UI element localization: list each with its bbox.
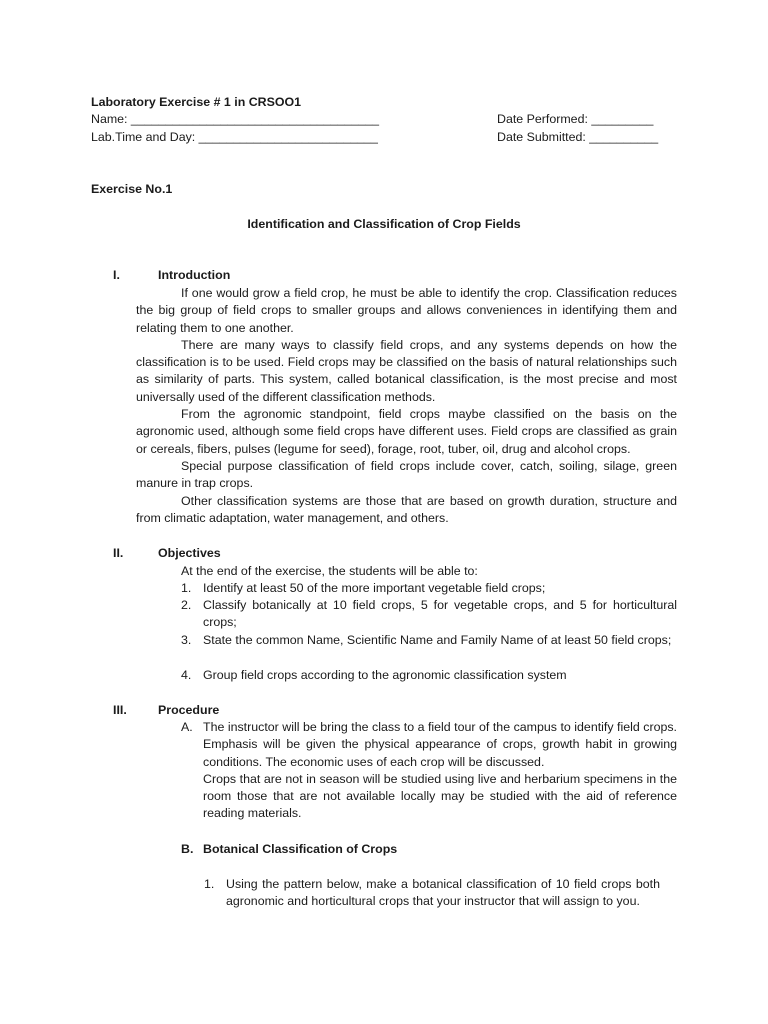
- section-numeral-objectives: II.: [113, 546, 124, 560]
- procedure-a-text: The instructor will be bring the class to a field tour of the campus to identify field crops. Emphasis will be given the physical appearance of crops, growth habit in growing conditions. The economic uses of each crop will be discussed.: [203, 720, 677, 769]
- date-submitted-label: Date Submitted: __________: [497, 130, 659, 144]
- list-number: 4.: [181, 668, 192, 682]
- lab-exercise-title: Laboratory Exercise # 1 in CRSOO1: [91, 95, 302, 109]
- procedure-item-a: [181, 719, 677, 823]
- objectives-lead: At the end of the exercise, the students will be able to:: [181, 564, 478, 578]
- list-number: 2.: [181, 598, 192, 612]
- intro-paragraph: From the agronomic standpoint, field crops maybe classified on the basis on the agronomic used, although some field crops have different uses. Field crops are classified as grain or cereals, fibers, pulses (legume for seed), forage, root, tuber, oil, drug and alcohol crops.: [136, 407, 677, 456]
- list-number: 1.: [204, 877, 215, 891]
- section-heading-procedure: Procedure: [158, 703, 220, 717]
- document-title: Identification and Classification of Crop Fields: [247, 217, 521, 231]
- section-heading-objectives: Objectives: [158, 546, 221, 560]
- intro-body: [136, 285, 677, 527]
- procedure-a-text-continued: Crops that are not in season will be studied using live and herbarium specimens in the room those that are not available locally may be studied with the aid of reference reading materials.: [203, 771, 677, 821]
- lab-time-field-label: Lab.Time and Day: __________________________: [91, 130, 378, 144]
- list-number: 1.: [181, 581, 192, 595]
- list-text: Classify botanically at 10 field crops, 5 for vegetable crops, and 5 for horticultural crops;: [203, 598, 677, 630]
- objective-item: [181, 597, 677, 632]
- list-text: Identify at least 50 of the more important vegetable field crops;: [203, 581, 546, 595]
- intro-paragraph: Other classification systems are those that are based on growth duration, structure and from climatic adaptation, water management, and others.: [136, 493, 677, 525]
- intro-paragraph: Special purpose classification of field crops include cover, catch, soiling, silage, green manure in trap crops.: [136, 458, 677, 491]
- date-performed-label: Date Performed: _________: [497, 112, 654, 126]
- section-heading-intro: Introduction: [158, 268, 231, 282]
- procedure-b-item: [204, 876, 660, 911]
- list-number: 3.: [181, 633, 192, 647]
- section-numeral-intro: I.: [113, 268, 120, 282]
- name-field-label: Name: ____________________________________: [91, 112, 380, 126]
- objective-item: [181, 580, 677, 597]
- objective-item: [181, 667, 677, 684]
- list-letter: B.: [181, 842, 194, 856]
- intro-paragraph: There are many ways to classify field crops, and any systems depends on how the classification is to be used. Field crops may be classified on the basis of natural relationships such as similarity of parts. This system, called botanical classification, is the most precise and most universally used of the different classification methods.: [136, 337, 677, 404]
- list-text: Using the pattern below, make a botanical classification of 10 field crops both agronomic and horticultural crops that your instructor that will assign to you.: [226, 877, 660, 909]
- intro-paragraph: If one would grow a field crop, he must be able to identify the crop. Classification reduces the big group of field crops to smaller groups and allows conveniences in identifying them and relating them to one another.: [136, 286, 677, 335]
- list-text: State the common Name, Scientific Name and Family Name of at least 50 field crops;: [203, 633, 672, 647]
- exercise-number: Exercise No.1: [91, 182, 173, 196]
- section-numeral-procedure: III.: [113, 703, 127, 717]
- list-letter: A.: [181, 720, 193, 734]
- subsection-heading-botanical: Botanical Classification of Crops: [203, 842, 398, 856]
- list-text: Group field crops according to the agronomic classification system: [203, 668, 567, 682]
- objective-item: [181, 632, 677, 649]
